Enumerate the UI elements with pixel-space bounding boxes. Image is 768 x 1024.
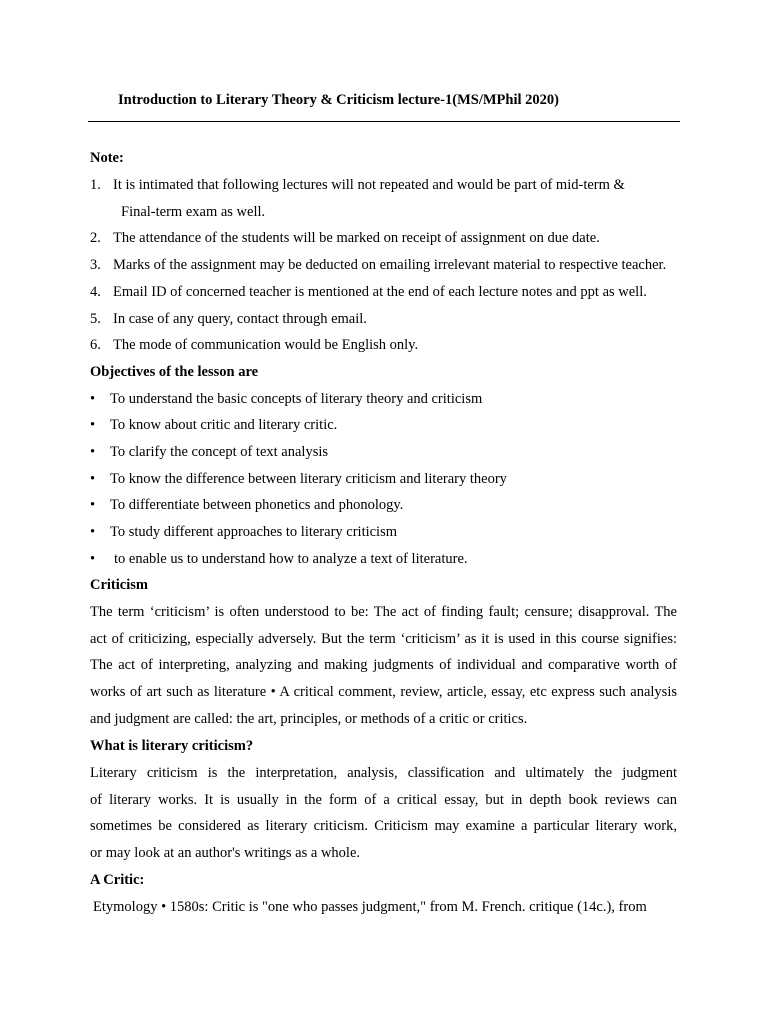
note-item-number: 3.	[90, 257, 101, 273]
objectives-heading: Objectives of the lesson are	[90, 364, 259, 380]
literary-criticism-paragraph-line: sometimes be considered as literary criticism. Criticism may examine a particular literary work,	[90, 818, 677, 834]
note-item-text: In case of any query, contact through email.	[113, 311, 367, 327]
note-item-number: 1.	[90, 177, 101, 193]
objective-text: To know the difference between literary criticism and literary theory	[110, 471, 507, 487]
objective-text: To understand the basic concepts of literary theory and criticism	[110, 391, 483, 407]
critic-heading: A Critic:	[90, 872, 145, 888]
literary-criticism-paragraph-line: or may look at an author's writings as a whole.	[90, 845, 360, 861]
bullet-icon: •	[90, 444, 96, 460]
criticism-paragraph-line: The term ‘criticism’ is often understood to be: The act of finding fault; censure; disapproval. The	[90, 604, 677, 620]
criticism-paragraph-line: works of art such as literature • A critical comment, review, article, essay, etc express such analysis	[90, 684, 677, 700]
note-item-5	[90, 310, 367, 328]
criticism-paragraph-line: act of criticizing, especially adversely. But the term ‘criticism’ as it is used in this course signifies:	[90, 631, 677, 647]
note-item-text: Marks of the assignment may be deducted on emailing irrelevant material to respective teacher.	[113, 257, 667, 273]
bullet-icon: •	[90, 391, 96, 407]
objective-item	[90, 496, 403, 514]
literary-criticism-paragraph-line: of literary works. It is usually in the form of a critical essay, but in depth book reviews can	[90, 792, 677, 808]
objective-text: To clarify the concept of text analysis	[110, 444, 329, 460]
note-item-6	[90, 336, 418, 354]
note-item-number: 6.	[90, 337, 101, 353]
objective-text: To study different approaches to literary criticism	[110, 524, 398, 540]
page-title: Introduction to Literary Theory & Criticism lecture-1(MS/MPhil 2020)	[118, 92, 559, 108]
objective-item	[90, 523, 397, 541]
objective-text: To know about critic and literary critic.	[110, 417, 338, 433]
title-divider	[88, 121, 680, 122]
critic-etymology-line: Etymology • 1580s: Critic is "one who passes judgment," from M. French. critique (14c.), from	[93, 899, 647, 915]
criticism-paragraph-line: and judgment are called: the art, principles, or methods of a critic or critics.	[90, 711, 528, 727]
note-item-1	[90, 176, 625, 194]
literary-criticism-heading: What is literary criticism?	[90, 738, 254, 754]
note-item-3	[90, 256, 666, 274]
note-item-4	[90, 283, 647, 301]
bullet-icon: •	[90, 551, 96, 567]
criticism-paragraph-line: The act of interpreting, analyzing and making judgments of individual and comparative worth of	[90, 657, 677, 673]
note-item-number: 5.	[90, 311, 101, 327]
note-item-number: 4.	[90, 284, 101, 300]
note-item-text: The mode of communication would be English only.	[113, 337, 419, 353]
objective-item	[90, 470, 507, 488]
bullet-icon: •	[90, 417, 96, 433]
bullet-icon: •	[90, 524, 96, 540]
objective-item	[90, 390, 482, 408]
bullet-icon: •	[90, 497, 96, 513]
note-item-text: It is intimated that following lectures will not repeated and would be part of mid-term &	[113, 177, 625, 193]
bullet-icon: •	[90, 471, 96, 487]
note-heading: Note:	[90, 150, 124, 166]
objective-item	[90, 550, 468, 568]
objective-text: to enable us to understand how to analyze a text of literature.	[114, 551, 468, 567]
objective-item	[90, 416, 337, 434]
note-item-1-continuation: Final-term exam as well.	[121, 204, 266, 220]
note-item-text: The attendance of the students will be marked on receipt of assignment on due date.	[113, 230, 600, 246]
literary-criticism-paragraph-line: Literary criticism is the interpretation, analysis, classification and ultimately the judgment	[90, 765, 677, 781]
note-item-number: 2.	[90, 230, 101, 246]
note-item-2	[90, 229, 600, 247]
criticism-heading: Criticism	[90, 577, 148, 593]
objective-item	[90, 443, 328, 461]
note-item-text: Email ID of concerned teacher is mentioned at the end of each lecture notes and ppt as well.	[113, 284, 647, 300]
objective-text: To differentiate between phonetics and phonology.	[110, 497, 404, 513]
